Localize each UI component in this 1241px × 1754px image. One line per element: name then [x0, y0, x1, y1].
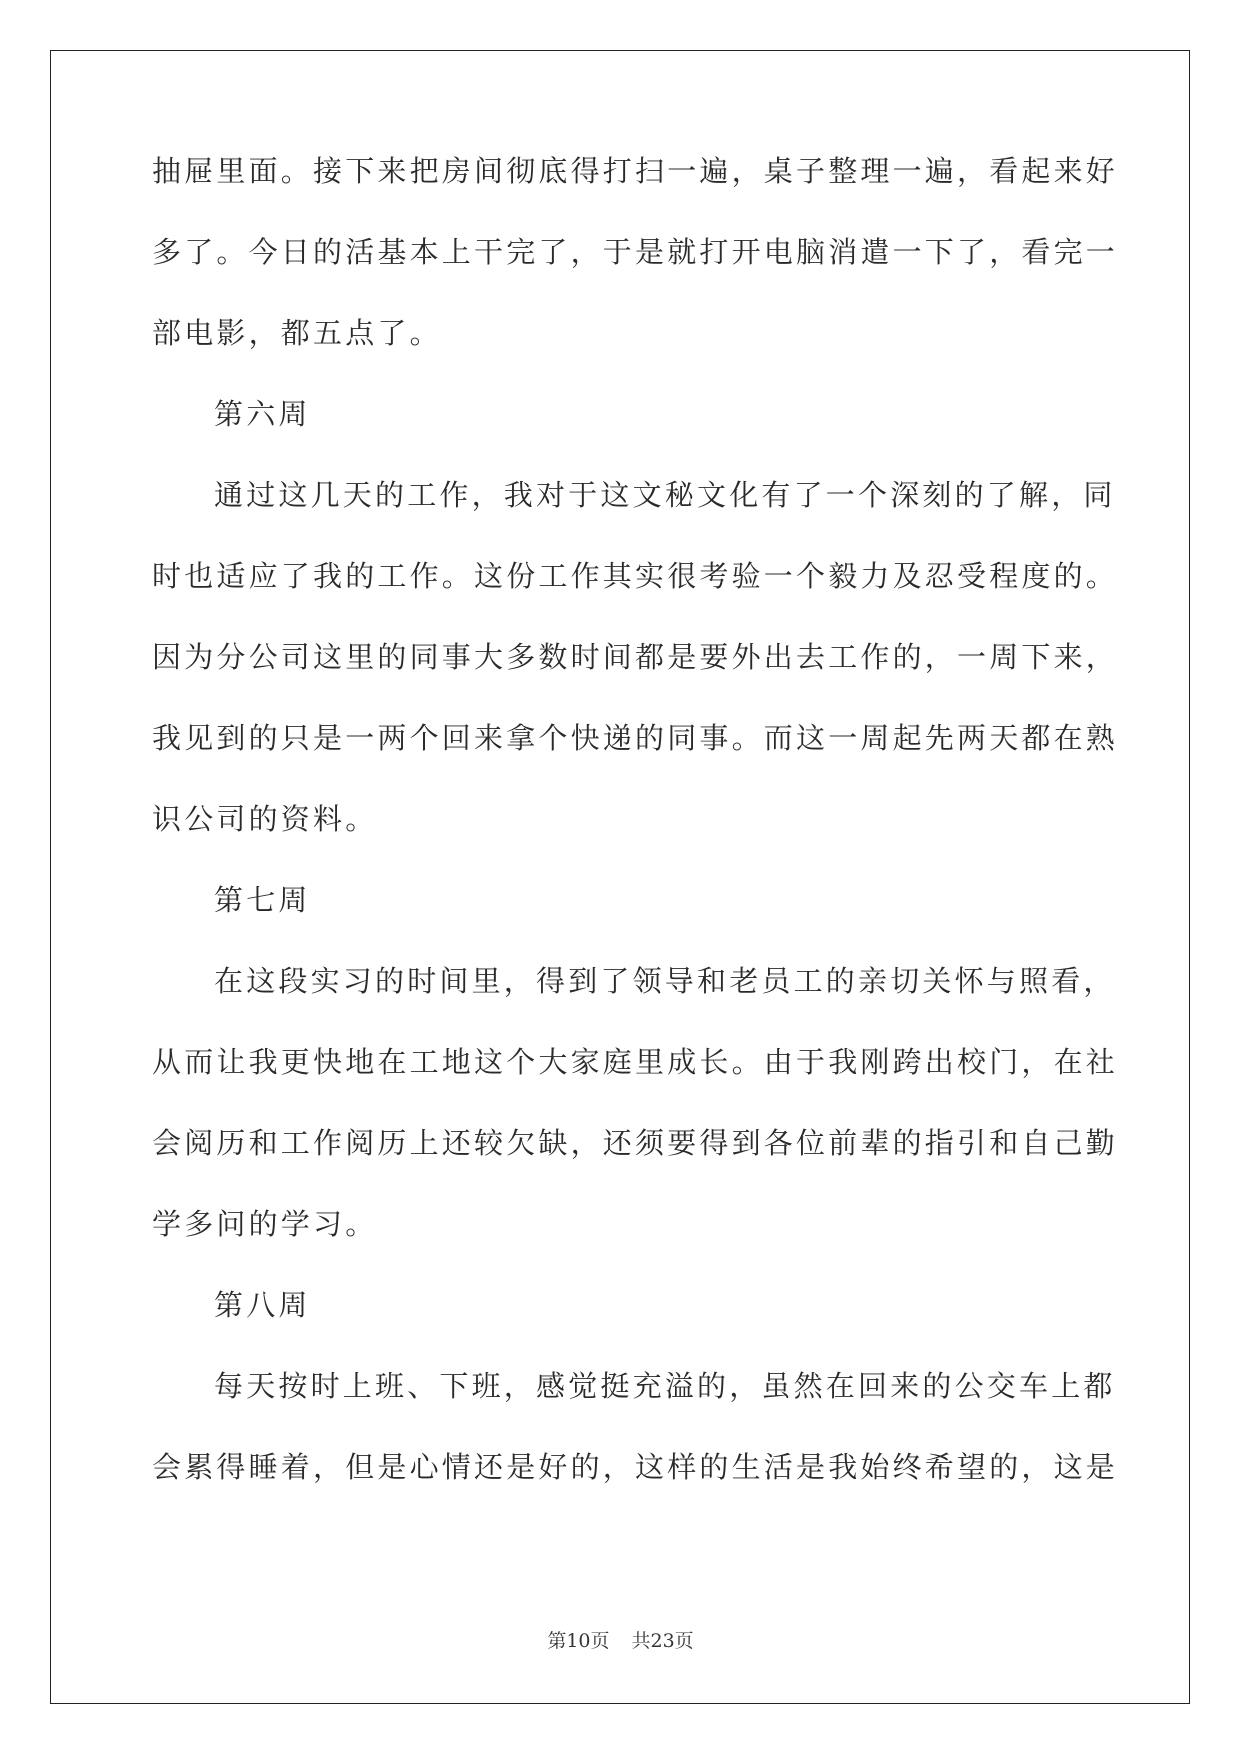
page-footer	[0, 1626, 1241, 1653]
text-line: 从而让我更快地在工地这个大家庭里成长。由于我刚跨出校门，在社	[152, 1045, 1119, 1079]
text-line: 因为分公司这里的同事大多数时间都是要外出去工作的，一周下来，	[152, 640, 1119, 674]
text-line: 部电影，都五点了。	[152, 316, 442, 350]
text-line: 在这段实习的时间里，得到了领导和老员工的亲切关怀与照看，	[214, 964, 1116, 998]
text-line: 抽屉里面。接下来把房间彻底得打扫一遍，桌子整理一遍，看起来好	[152, 154, 1119, 188]
text-line: 学多问的学习。	[152, 1207, 378, 1241]
section-heading-week-6: 第六周	[214, 397, 311, 431]
page-total: 共23页	[631, 1630, 694, 1652]
text-line: 我见到的只是一两个回来拿个快递的同事。而这一周起先两天都在熟	[152, 721, 1119, 755]
page-number: 第10页	[547, 1630, 610, 1652]
text-line: 会累得睡着，但是心情还是好的，这样的生活是我始终希望的，这是	[152, 1450, 1119, 1484]
section-heading-week-8: 第八周	[214, 1288, 311, 1322]
text-line: 会阅历和工作阅历上还较欠缺，还须要得到各位前辈的指引和自己勤	[152, 1126, 1119, 1160]
document-body	[152, 131, 1119, 1508]
text-line: 识公司的资料。	[152, 802, 378, 836]
text-line: 每天按时上班、下班，感觉挺充溢的，虽然在回来的公交车上都	[214, 1369, 1116, 1403]
section-heading-week-7: 第七周	[214, 883, 311, 917]
text-line: 通过这几天的工作，我对于这文秘文化有了一个深刻的了解，同	[214, 478, 1116, 512]
text-line: 时也适应了我的工作。这份工作其实很考验一个毅力及忍受程度的。	[152, 559, 1119, 593]
text-line: 多了。今日的活基本上干完了，于是就打开电脑消遣一下了，看完一	[152, 235, 1119, 269]
